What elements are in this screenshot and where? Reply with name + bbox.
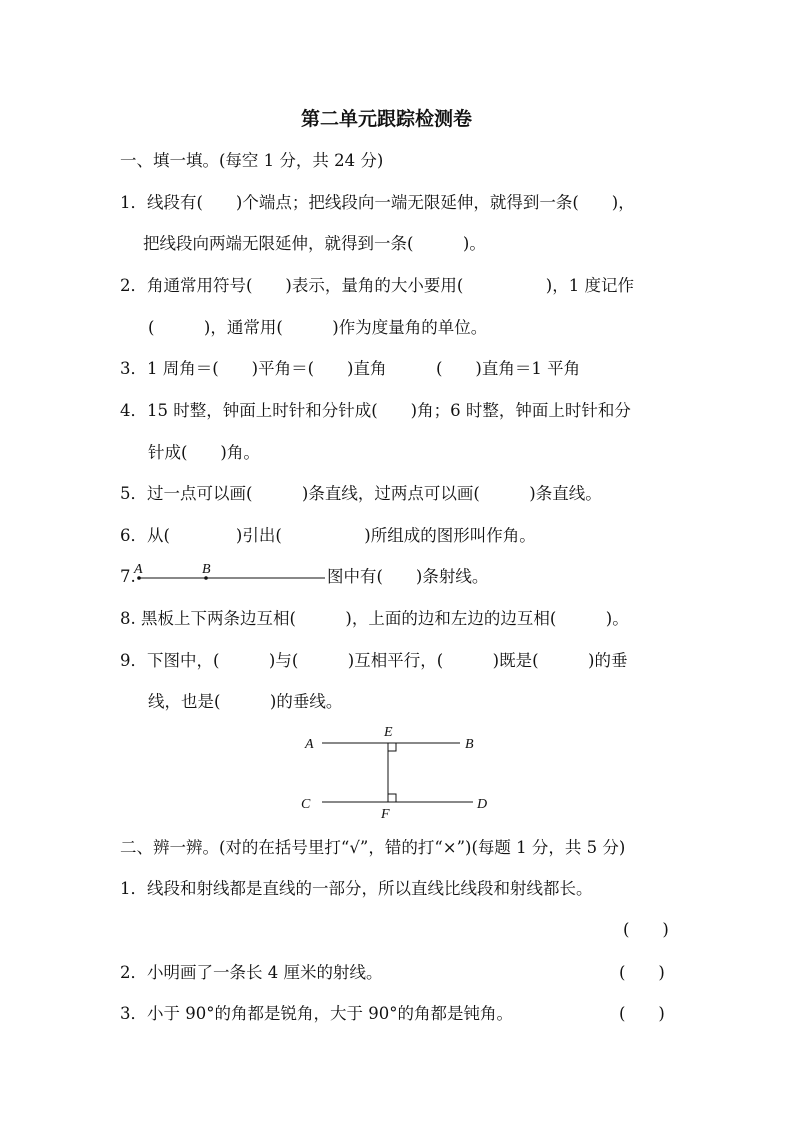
question-9-line-1: 9．下图中，( )与( )互相平行，( )既是( )的垂	[120, 651, 628, 670]
ray-figure-ab	[130, 560, 320, 590]
label-b: B	[202, 562, 211, 577]
question-4-line-1: 4．15 时整，钟面上时针和分针成( )角；6 时整，钟面上时针和分	[120, 401, 631, 420]
question-4-line-2: 针成( )角。	[148, 443, 260, 462]
label-d: D	[477, 797, 488, 812]
page-title: 第二单元跟踪检测卷	[301, 108, 473, 130]
label-e: E	[384, 725, 393, 740]
question-6: 6．从( )引出( )所组成的图形叫作角。	[120, 526, 536, 545]
question-9-line-2: 线，也是( )的垂线。	[148, 692, 343, 711]
judge-item-2-answer: ( )	[619, 963, 665, 982]
question-2-line-1: 2．角通常用符号( )表示，量角的大小要用( )，1 度记作	[120, 276, 634, 295]
question-3: 3．1 周角＝( )平角＝( )直角 ( )直角＝1 平角	[120, 359, 581, 378]
parallel-lines-figure	[300, 722, 500, 822]
question-7-number: 7.	[120, 567, 136, 586]
question-8: 8. 黑板上下两条边互相( )，上面的边和左边的边互相( )。	[120, 609, 629, 628]
right-angle-mark-f	[388, 794, 396, 802]
label-f: F	[381, 807, 390, 822]
label-a: A	[134, 562, 143, 577]
label-a: A	[305, 737, 314, 752]
question-1-line-2: 把线段向两端无限延伸，就得到一条( )。	[143, 234, 486, 253]
judge-item-1-answer: ( )	[623, 920, 669, 939]
right-angle-mark-e	[388, 743, 396, 751]
judge-item-1-text: 1．线段和射线都是直线的一部分，所以直线比线段和射线都长。	[120, 879, 593, 898]
label-c: C	[301, 797, 311, 812]
section2-heading: 二、辨一辨。(对的在括号里打“√”，错的打“×”)(每题 1 分，共 5 分)	[120, 838, 626, 857]
judge-item-3-answer: ( )	[619, 1004, 665, 1023]
question-1-line-1: 1．线段有( )个端点；把线段向一端无限延伸，就得到一条( )，	[120, 193, 635, 212]
question-5: 5．过一点可以画( )条直线，过两点可以画( )条直线。	[120, 484, 602, 503]
section1-heading: 一、填一填。(每空 1 分，共 24 分)	[120, 151, 384, 170]
question-7-text: 图中有( )条射线。	[327, 567, 489, 586]
judge-item-2-text: 2．小明画了一条长 4 厘米的射线。	[120, 963, 383, 982]
question-2-line-2: ( )，通常用( )作为度量角的单位。	[148, 318, 488, 337]
label-b: B	[465, 737, 474, 752]
judge-item-3-text: 3．小于 90°的角都是锐角，大于 90°的角都是钝角。	[120, 1004, 513, 1023]
